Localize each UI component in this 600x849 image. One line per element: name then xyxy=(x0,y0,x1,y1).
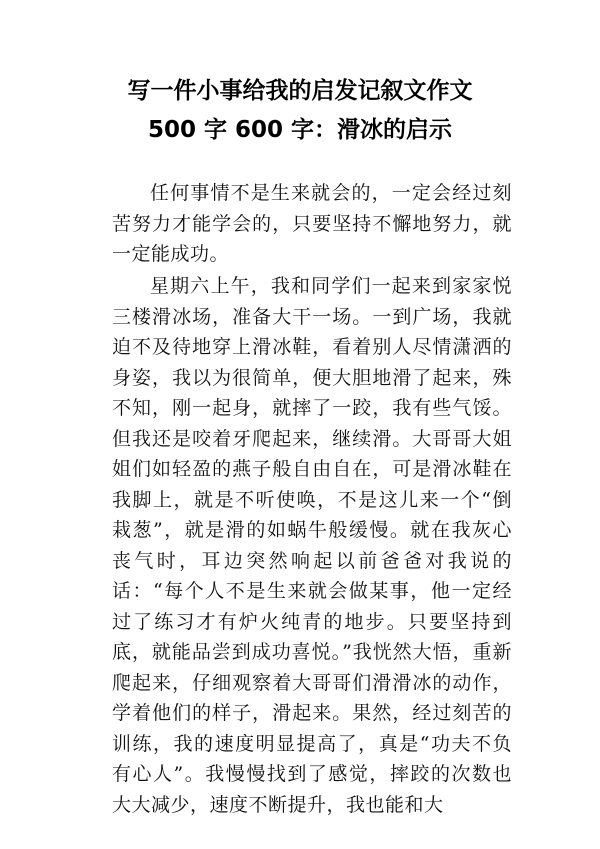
paragraph-story: 星期六上午，我和同学们一起来到家家悦三楼滑冰场，准备大干一场。一到广场，我就迫不及待地穿上滑冰鞋，看着别人尽情潇洒的身姿，我以为很简单，便大胆地滑了起来，殊不知，刚一起身，就摔了一跤，我有些气馁。但我还是咬着牙爬起来，继续滑。大哥哥大姐姐们如轻盈的燕子般自由自在，可是滑冰鞋在我脚上，就是不听使唤，不是这儿来一个“倒栽葱”，就是滑的如蜗牛般缓慢。就在我灰心丧气时，耳边突然响起以前爸爸对我说的话：“每个人不是生来就会做某事，他一定经过了练习才有炉火纯青的地步。只要坚持到底，就能品尝到成功喜悦。”我恍然大悟，重新爬起来，仔细观察着大哥哥们滑滑冰的动作，学着他们的样子，滑起来。果然，经过刻苦的训练，我的速度明显提高了，真是“功夫不负有心人”。我慢慢找到了感觉，摔跤的次数也大大减少，速度不断提升，我也能和大 xyxy=(112,275,512,816)
document-title-line-2: 500 字 600 字：滑冰的启示 xyxy=(147,117,453,143)
paragraph-intro: 任何事情不是生来就会的，一定会经过刻苦努力才能学会的，只要坚持不懈地努力，就一定能成功。 xyxy=(112,182,512,265)
document-title-line-1: 写一件小事给我的启发记叙文作文 xyxy=(127,78,473,104)
